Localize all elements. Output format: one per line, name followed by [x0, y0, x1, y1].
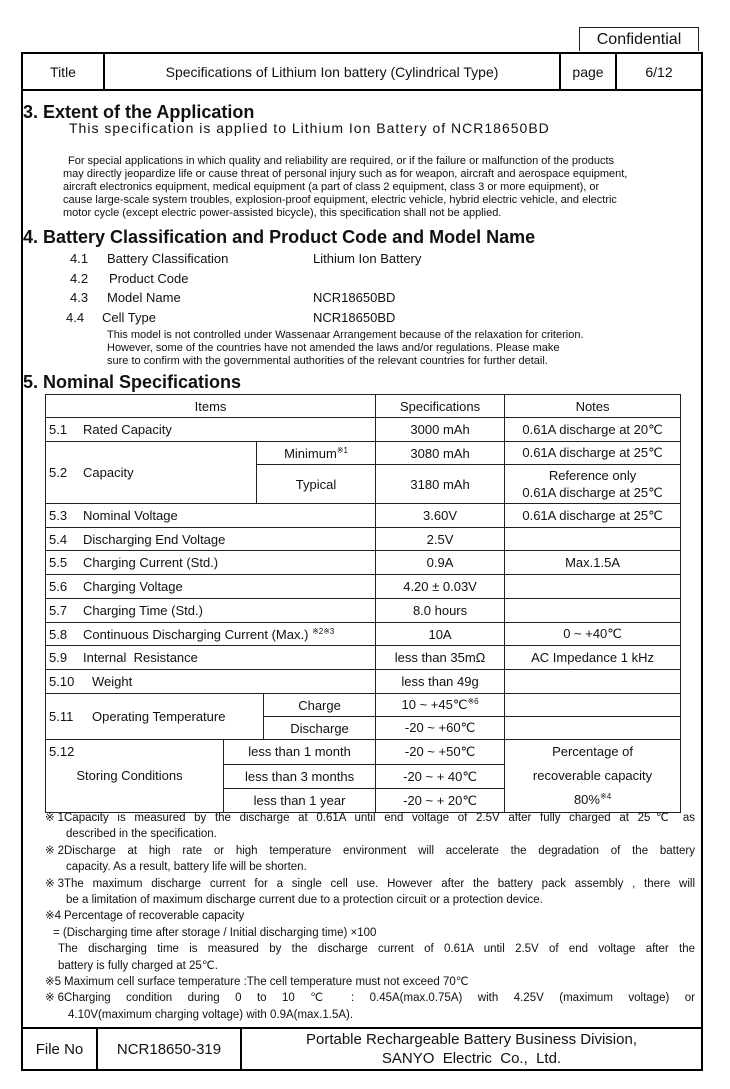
footnote-mark: ※2 — [45, 844, 64, 857]
item-number: 5.9 — [49, 650, 68, 665]
sub-item-cell: less than 3 months — [224, 764, 376, 789]
table-row — [46, 504, 681, 528]
item-cell — [46, 551, 376, 575]
spec-cell: less than 49g — [376, 670, 505, 694]
item-cell — [46, 740, 224, 813]
note-value: 80% — [573, 792, 600, 807]
footnote-text: described in the specification. — [66, 828, 217, 841]
sub-item-cell — [257, 442, 376, 465]
section-3-paragraph — [63, 155, 627, 220]
item-label: Weight — [92, 674, 133, 689]
sub-item-cell: Discharge — [264, 717, 376, 740]
note-line: However, some of the countries have not amended the laws and/or regulations. Please make — [107, 342, 560, 354]
spec-cell: -20 ~ + 40℃ — [376, 764, 505, 789]
item-label: Charging Voltage — [83, 579, 183, 594]
item-label: Cell Type — [102, 309, 156, 325]
table-row — [46, 599, 681, 623]
spec-cell — [376, 694, 505, 717]
classification-list — [66, 249, 570, 329]
footnote-text: Discharge at high rate or high temperature environment will accelerate the degradation of the battery — [64, 844, 695, 857]
item-label: Charging Current (Std.) — [83, 555, 219, 570]
item-number: 5.6 — [49, 579, 68, 594]
division-name: Portable Rechargeable Battery Business Division, — [305, 1031, 637, 1048]
company-name: SANYO Electric Co., Ltd. — [381, 1050, 562, 1067]
footnote-2 — [45, 843, 695, 859]
page-label: page — [559, 52, 617, 91]
item-number: 4.1 — [70, 251, 89, 266]
note-line: 0.61A discharge at 25℃ — [522, 485, 663, 500]
footnote-ref: ※2※3 — [312, 626, 335, 636]
item-label: Internal Resistance — [83, 650, 198, 665]
item-label: Model Name — [107, 290, 181, 305]
spec-cell: 8.0 hours — [376, 599, 505, 623]
wassenaar-note — [107, 329, 584, 368]
spec-cell: 3180 mAh — [376, 465, 505, 504]
item-number: 5.1 — [49, 422, 68, 437]
item-label: Rated Capacity — [83, 422, 172, 437]
spec-cell: 4.20 ± 0.03V — [376, 575, 505, 599]
spec-cell: 10A — [376, 623, 505, 646]
confidential-label: Confidential — [579, 27, 699, 51]
item-number: 5.10 — [49, 674, 75, 689]
footnote-mark: ※3 — [45, 877, 64, 890]
footnote-ref: ※1 — [336, 445, 348, 455]
footnote-mark: ※1 — [45, 812, 64, 824]
item-label: Nominal Voltage — [83, 508, 178, 523]
item-cell — [46, 694, 264, 740]
item-cell — [46, 575, 376, 599]
table-row — [46, 528, 681, 551]
file-number: NCR18650-319 — [96, 1027, 242, 1071]
paragraph-line: motor cycle (except electric power-assisted bicycle), this specification shall not be applied. — [63, 207, 502, 219]
spec-cell: -20 ~ +60℃ — [376, 717, 505, 740]
note-cell — [505, 740, 681, 813]
table-row — [46, 551, 681, 575]
company-info — [240, 1027, 703, 1071]
spec-cell: 3080 mAh — [376, 442, 505, 465]
sub-item-cell: Typical — [257, 465, 376, 504]
sub-item-cell: less than 1 month — [224, 740, 376, 765]
item-number: 5.8 — [49, 626, 68, 642]
spec-cell: 0.9A — [376, 551, 505, 575]
item-label: Product Code — [109, 270, 189, 286]
item-number: 5.11 — [49, 709, 74, 724]
header-items: Items — [46, 395, 376, 418]
note-cell — [505, 465, 681, 504]
table-row — [46, 442, 681, 465]
note-cell — [505, 599, 681, 623]
note-cell — [505, 717, 681, 740]
note-cell — [505, 670, 681, 694]
note-cell: 0 ~ +40℃ — [505, 623, 681, 646]
item-label: Charging Time (Std.) — [83, 603, 203, 618]
footnote-mark: ※4 — [45, 910, 62, 923]
note-cell — [505, 575, 681, 599]
footnote-text: The maximum discharge current for a single cell use. However after the battery pack assembly , there will — [64, 877, 695, 890]
spec-value: 10 ~ +45℃ — [401, 697, 468, 712]
item-number: 4.3 — [70, 290, 89, 305]
sub-item-label: Minimum — [284, 445, 337, 461]
note-line: sure to confirm with the governmental authorities of the relevant countries for further detail. — [107, 355, 548, 367]
table-header-row — [46, 395, 681, 418]
header-notes: Notes — [505, 395, 681, 418]
item-label: Continuous Discharging Current (Max.) — [83, 626, 309, 642]
item-number: 4.2 — [70, 270, 89, 286]
note-cell: 0.61A discharge at 25℃ — [505, 442, 681, 465]
item-label: Capacity — [83, 465, 134, 480]
item-value: NCR18650BD — [313, 309, 396, 325]
spec-cell: 3.60V — [376, 504, 505, 528]
paragraph-line: aircraft electronics equipment, medical equipment (a part of class 2 equipment, class 3 or more equipment), or — [63, 181, 600, 193]
note-cell — [505, 694, 681, 717]
note-line: Reference only — [548, 468, 637, 483]
spec-cell: -20 ~ +50℃ — [376, 740, 505, 765]
spec-cell: 3000 mAh — [376, 418, 505, 442]
footnote-1 — [45, 810, 695, 826]
title-label: Title — [21, 52, 105, 91]
table-row — [46, 740, 681, 765]
sub-item-cell: Charge — [264, 694, 376, 717]
item-cell — [46, 670, 376, 694]
item-label: Discharging End Voltage — [83, 531, 226, 547]
footnote-text: Maximum cell surface temperature :The cell temperature must not exceed 70℃ — [64, 975, 469, 988]
item-cell — [46, 504, 376, 528]
item-value: Lithium Ion Battery — [313, 251, 422, 266]
table-row — [46, 646, 681, 670]
footnote-5 — [45, 974, 695, 990]
footnote-ref: ※4 — [599, 792, 612, 801]
item-value: NCR18650BD — [313, 290, 396, 305]
document-title: Specifications of Lithium Ion battery (Cylindrical Type) — [103, 52, 561, 91]
footnote-text: Capacity is measured by the discharge at 0.61A until end voltage of 2.5V after fully charged at 25℃ as — [64, 812, 695, 824]
table-row — [46, 575, 681, 599]
spec-cell: less than 35mΩ — [376, 646, 505, 670]
footnote-text: The discharging time is measured by the discharge current of 0.61A until 2.5V of end voltage after the — [58, 943, 695, 956]
nominal-specifications-table — [45, 394, 681, 813]
note-cell — [505, 528, 681, 551]
spec-cell: -20 ~ + 20℃ — [376, 789, 505, 813]
note-line: This model is not controlled under Wassenaar Arrangement because of the relaxation for criterion. — [107, 329, 584, 341]
note-cell: 0.61A discharge at 25℃ — [505, 504, 681, 528]
item-label: Storing Conditions — [76, 768, 183, 783]
table-row — [46, 670, 681, 694]
note-line — [508, 788, 677, 812]
section-3-heading: 3. Extent of the Application — [23, 102, 255, 122]
footnote-mark: ※6 — [45, 992, 64, 1005]
item-number: 5.4 — [49, 531, 68, 547]
footnote-text: battery is fully charged at 25℃. — [58, 959, 218, 972]
footnote-text: = (Discharging time after storage / Initial discharging time) ×100 — [53, 926, 377, 939]
footnote-text: Percentage of recoverable capacity — [64, 910, 245, 923]
item-number: 5.5 — [49, 555, 68, 570]
item-number: 5.3 — [49, 508, 68, 523]
item-cell — [46, 623, 376, 646]
section-5-heading: 5. Nominal Specifications — [23, 372, 242, 392]
footnote-text: Charging condition during 0 to 10 ℃ : 0.45A(max.0.75A) with 4.25V (maximum voltage) or — [64, 992, 695, 1005]
footnote-3 — [45, 876, 695, 892]
section-3-subtitle: This specification is applied to Lithium Ion Battery of NCR18650BD — [69, 120, 550, 136]
paragraph-line: cause large-scale system troubles, explosion-proof equipment, electric vehicle, hybrid electric vehicle, and electric — [63, 194, 617, 206]
item-number: 5.2 — [49, 465, 68, 480]
page-number: 6/12 — [615, 52, 703, 91]
spec-cell: 2.5V — [376, 528, 505, 551]
section-4-heading: 4. Battery Classification and Product Code and Model Name — [23, 227, 536, 247]
note-cell: AC Impedance 1 kHz — [505, 646, 681, 670]
footnote-mark: ※5 — [45, 975, 62, 988]
note-cell: Max.1.5A — [505, 551, 681, 575]
note-cell: 0.61A discharge at 20℃ — [505, 418, 681, 442]
note-line: recoverable capacity — [532, 768, 653, 783]
table-row — [46, 694, 681, 717]
footnote-text: be a limitation of maximum discharge current due to a protection circuit or a protection device. — [66, 893, 543, 906]
item-cell — [46, 646, 376, 670]
item-number: 4.4 — [66, 309, 85, 325]
item-number: 5.12 — [49, 744, 75, 759]
note-line: Percentage of — [552, 744, 634, 759]
paragraph-line: For special applications in which quality and reliability are required, or if the failure or malfunction of the products — [68, 155, 615, 167]
item-cell — [46, 418, 376, 442]
file-no-label: File No — [21, 1027, 98, 1071]
item-cell — [46, 442, 257, 504]
table-row — [46, 623, 681, 646]
item-number: 5.7 — [49, 603, 68, 618]
table-row — [46, 418, 681, 442]
footnote-ref: ※6 — [467, 697, 479, 706]
item-label: Battery Classification — [107, 251, 229, 266]
footnote-text: capacity. As a result, battery life will be shorten. — [66, 861, 307, 874]
footnote-4 — [45, 908, 695, 924]
footnote-text: 4.10V(maximum charging voltage) with 0.9A(max.1.5A). — [68, 1008, 354, 1021]
item-cell — [46, 528, 376, 551]
sub-item-cell: less than 1 year — [224, 789, 376, 813]
header-specifications: Specifications — [376, 395, 505, 418]
item-cell — [46, 599, 376, 623]
footnote-6 — [45, 990, 695, 1006]
paragraph-line: may directly jeopardize life or cause threat of personal injury such as for weapon, aircraft and aerospace equipment, — [63, 168, 628, 180]
footnotes — [45, 810, 695, 1023]
item-label: Operating Temperature — [92, 709, 226, 724]
